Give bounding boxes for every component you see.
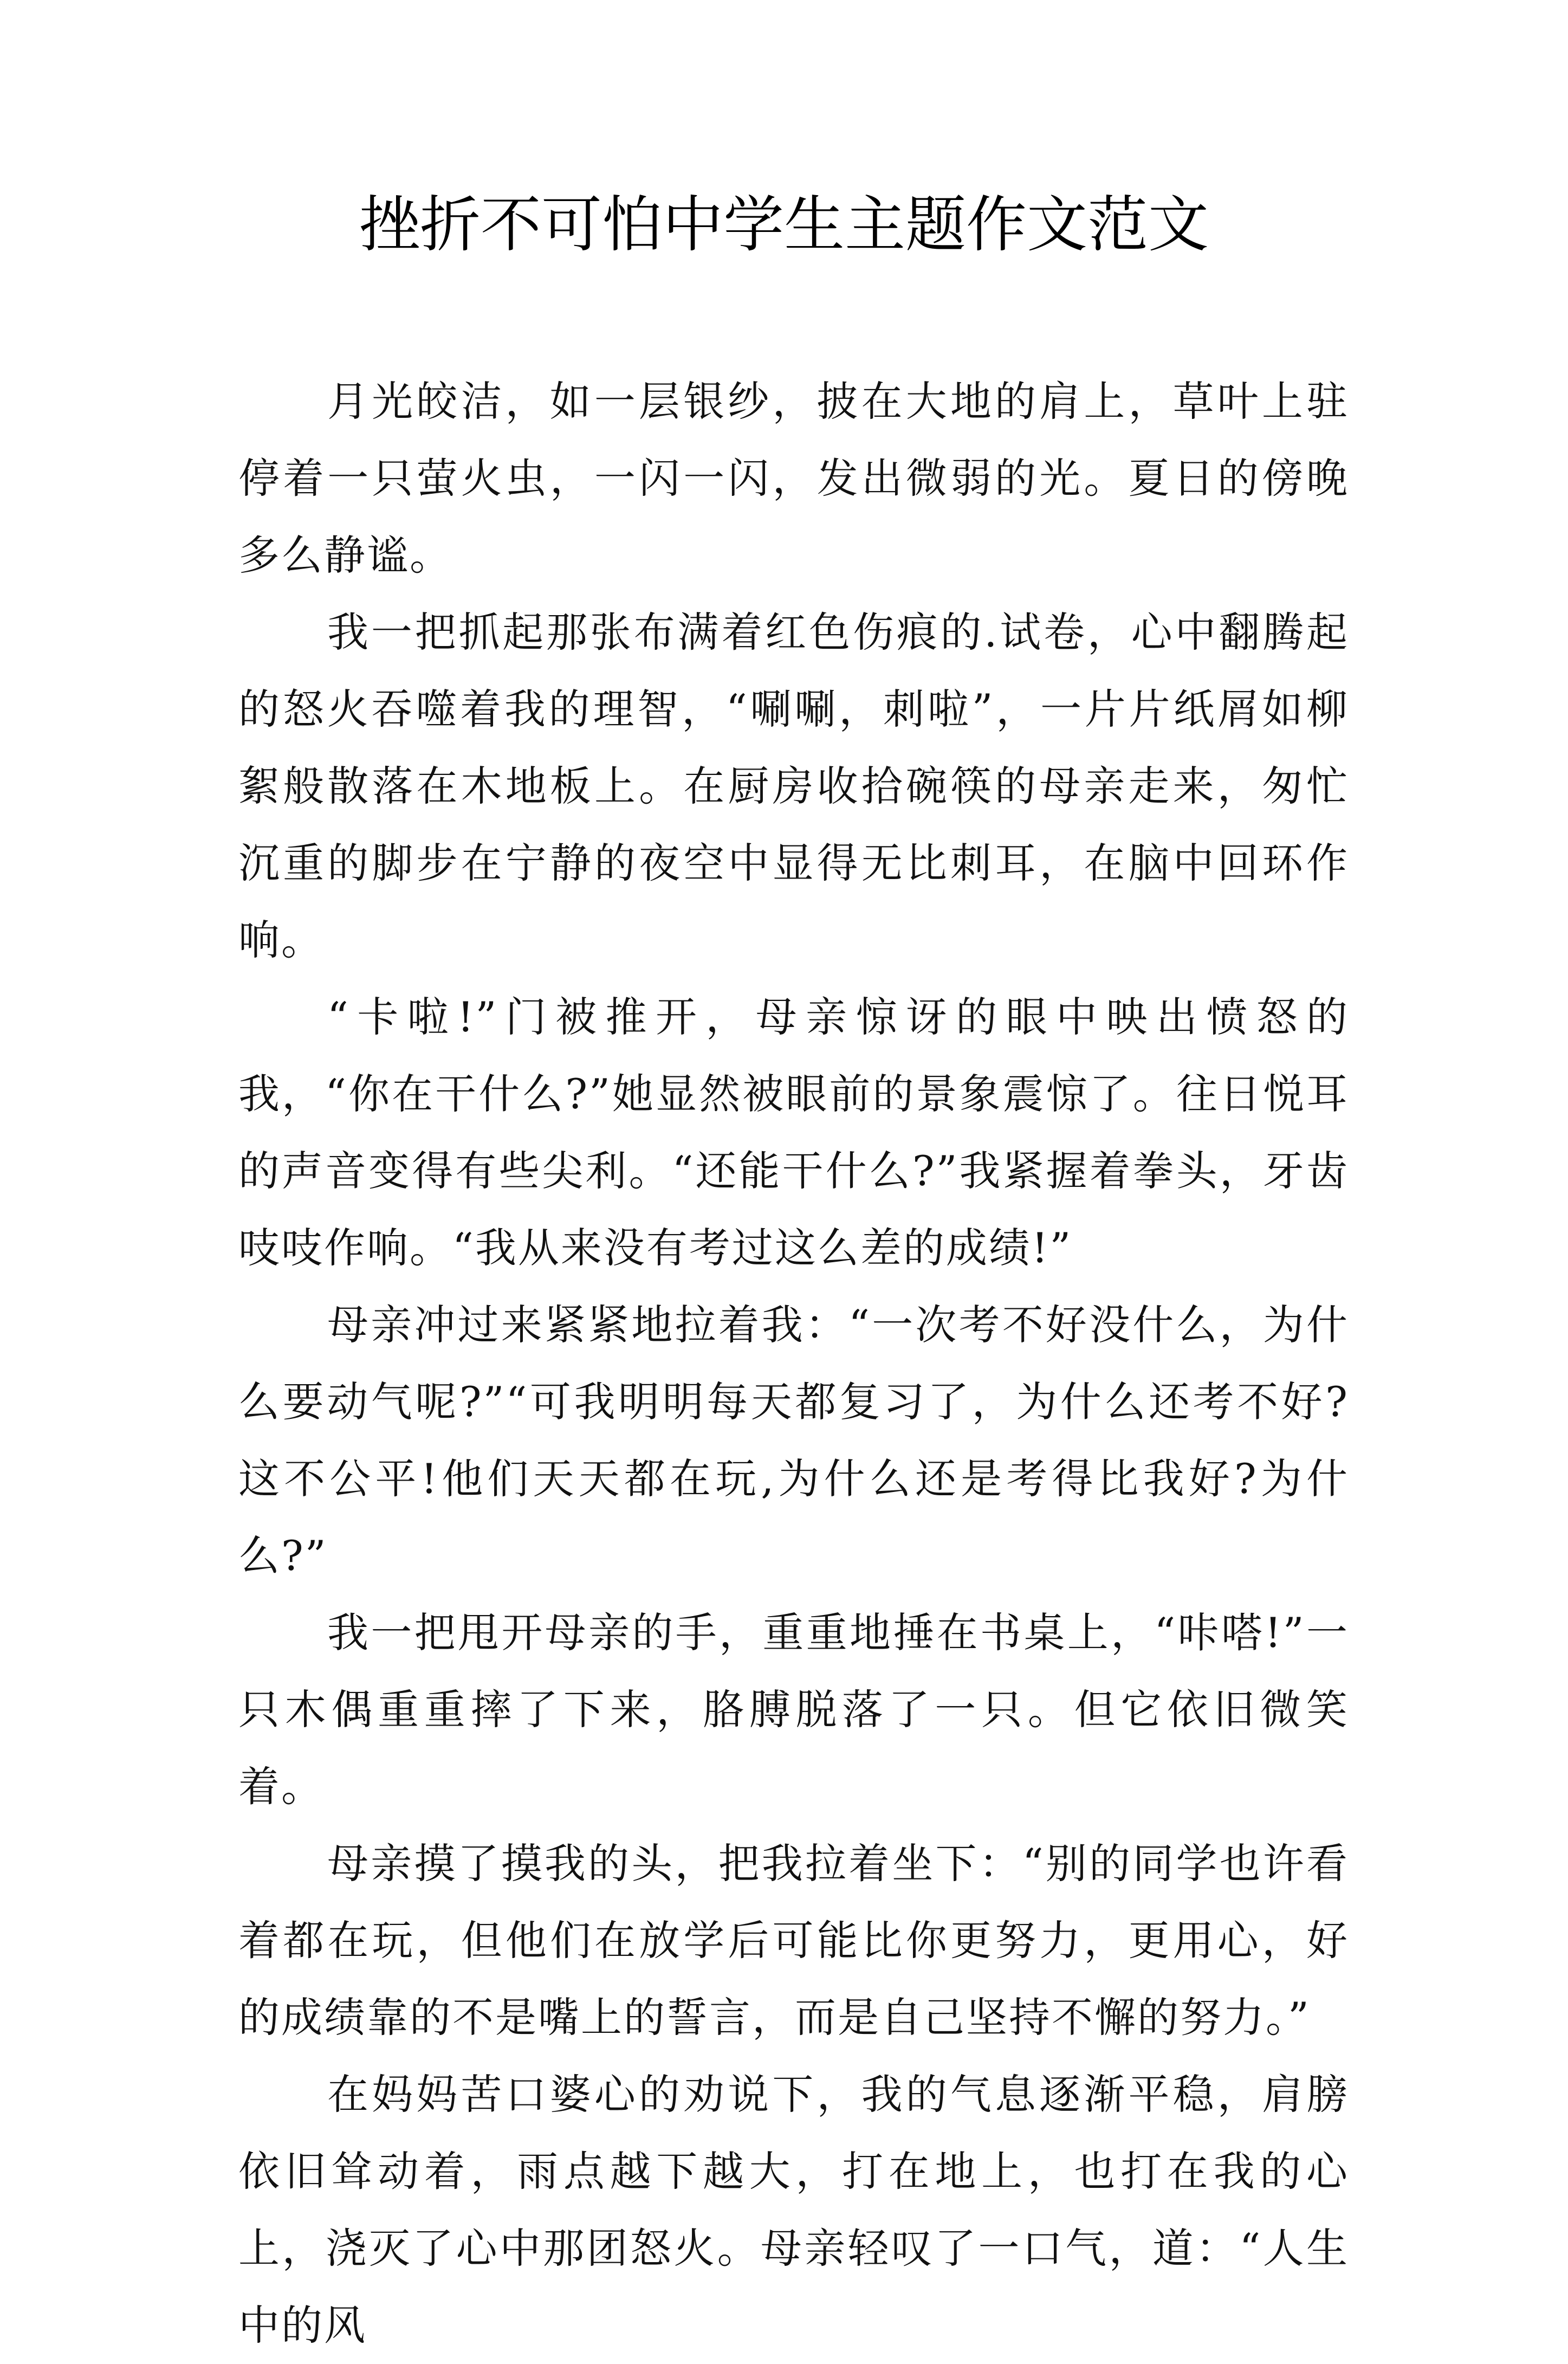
paragraph-2: 我一把抓起那张布满着红色伤痕的.试卷，心中翻腾起的怒火吞噬着我的理智，“唰唰，刺啦”，一片片纸屑如柳絮般散落在木地板上。在厨房收拾碗筷的母亲走来，匆忙沉重的脚步在宁静的夜空中显得无比刺耳，在脑中回环作响。: [238, 608, 1349, 964]
paragraph-5: 我一把甩开母亲的手，重重地捶在书桌上，“咔嗒!”一只木偶重重摔了下来，胳膊脱落了一只。但它依旧微笑着。: [238, 1609, 1349, 1811]
document-title: 挫折不可怕中学生主题作文范文: [359, 190, 1209, 260]
paragraph-7: 在妈妈苦口婆心的劝说下，我的气息逐渐平稳，肩膀依旧耸动着，雨点越下越大，打在地上，也打在我的心上，浇灭了心中那团怒火。母亲轻叹了一口气，道：“人生中的风: [238, 2070, 1349, 2349]
paragraph-4: 母亲冲过来紧紧地拉着我：“一次考不好没什么，为什么要动气呢?”“可我明明每天都复习了，为什么还考不好?这不公平!他们天天都在玩,为什么还是考得比我好?为什么?”: [238, 1301, 1349, 1580]
document-body: [238, 363, 1349, 2364]
paragraph-6: 母亲摸了摸我的头，把我拉着坐下：“别的同学也许看着都在玩，但他们在放学后可能比你更努力，更用心，好的成绩靠的不是嘴上的誓言，而是自己坚持不懈的努力。”: [238, 1839, 1349, 2042]
paragraph-3: “卡啦!”门被推开，母亲惊讶的眼中映出愤怒的我，“你在干什么?”她显然被眼前的景象震惊了。往日悦耳的声音变得有些尖利。“还能干什么?”我紧握着拳头，牙齿吱吱作响。“我从来没有考过这么差的成绩!”: [238, 993, 1349, 1272]
paragraph-1: 月光皎洁，如一层银纱，披在大地的肩上，草叶上驻停着一只萤火虫，一闪一闪，发出微弱的光。夏日的傍晚多么静谧。: [238, 377, 1349, 579]
